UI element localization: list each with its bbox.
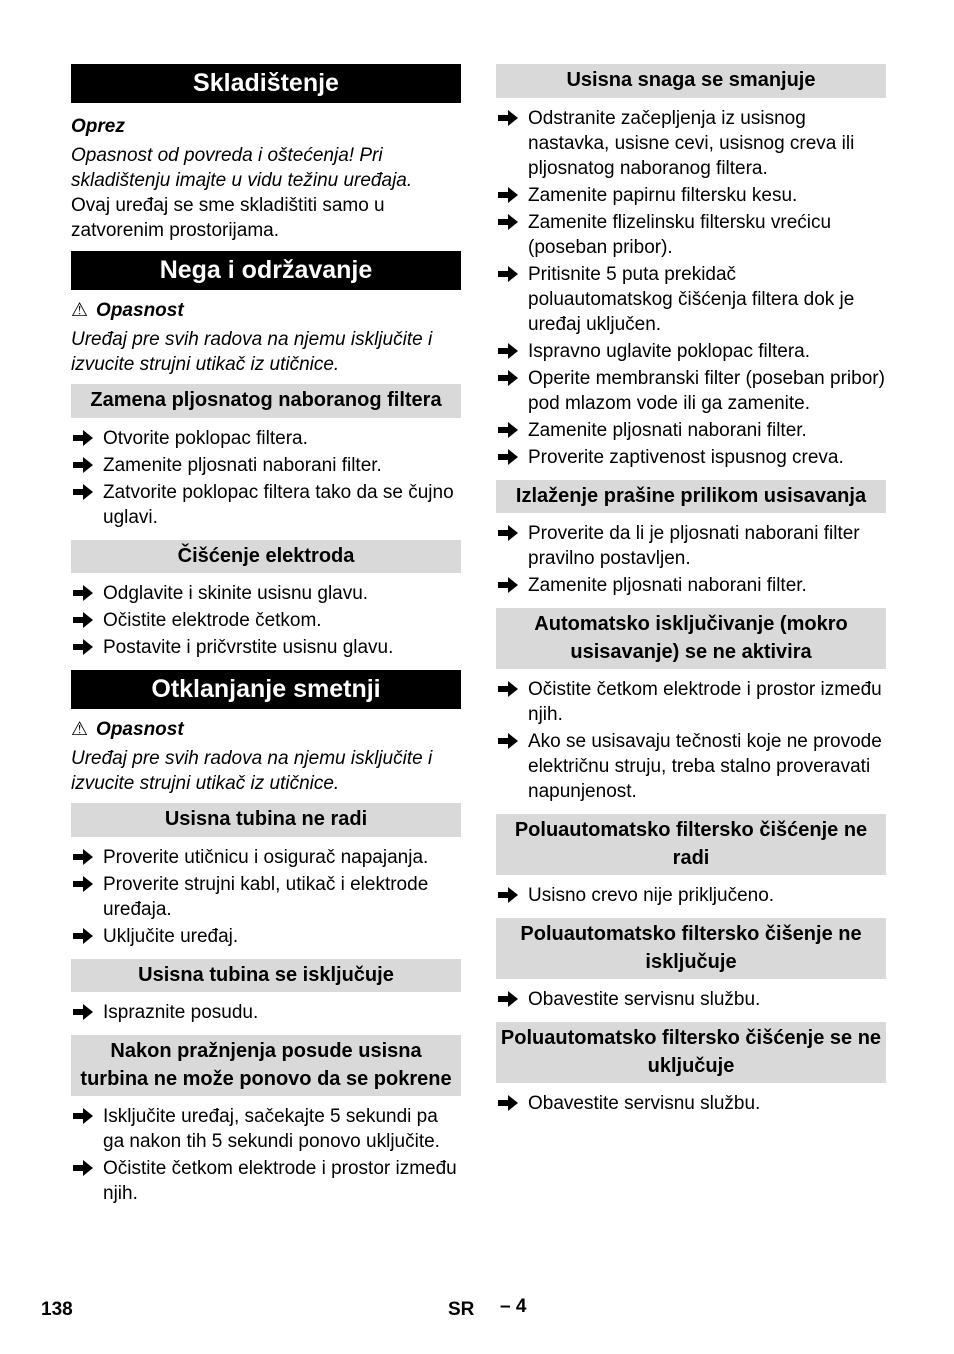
ne-radi-steps-list (71, 845, 461, 949)
arrow-right-icon (498, 677, 518, 702)
subsection-title-elektroda: Čišćenje elektroda (71, 540, 461, 574)
subsection-title-ne-radi: Usisna tubina ne radi (71, 803, 461, 837)
filter-steps-list (71, 426, 461, 530)
list-item: Zatvorite poklopac filtera tako da se čujno uglavi. (71, 480, 461, 530)
subsection-title-polu-ne-ukljucuje: Poluautomatsko filtersko čišćenje se ne uključuje (496, 1022, 886, 1083)
list-item: Operite membranski filter (poseban pribor) pod mlazom vode ili ga zamenite. (496, 366, 886, 416)
arrow-right-icon (498, 418, 518, 443)
polu-ne-iskljucuje-steps-list (496, 987, 886, 1012)
arrow-right-icon (73, 872, 93, 897)
warning-triangle-icon: ⚠ (71, 300, 89, 321)
polu-ne-radi-steps-list (496, 883, 886, 908)
arrow-right-icon (73, 581, 93, 606)
arrow-right-icon (498, 729, 518, 754)
danger-heading (71, 298, 461, 323)
arrow-right-icon (498, 106, 518, 131)
prasina-steps-list (496, 521, 886, 598)
arrow-right-icon (498, 445, 518, 470)
list-item: Očistite četkom elektrode i prostor između njih. (71, 1156, 461, 1206)
arrow-right-icon (73, 1104, 93, 1129)
arrow-right-icon (73, 453, 93, 478)
list-item: Očistite elektrode četkom. (71, 608, 461, 633)
arrow-right-icon (73, 635, 93, 660)
arrow-right-icon (498, 1091, 518, 1116)
danger-label: Opasnost (96, 719, 184, 740)
arrow-right-icon (73, 924, 93, 949)
arrow-right-icon (73, 480, 93, 505)
list-item: Ispraznite posudu. (71, 1000, 461, 1025)
caution-label: Oprez (71, 116, 125, 137)
list-item: Očistite četkom elektrode i prostor između njih. (496, 677, 886, 727)
subsection-title-filter: Zamena pljosnatog naboranog filtera (71, 384, 461, 418)
subsection-title-polu-ne-radi: Poluautomatsko filtersko čišćenje ne radi (496, 814, 886, 875)
subsection-title-prasina: Izlaženje prašine prilikom usisavanja (496, 480, 886, 514)
section-title-nega: Nega i održavanje (71, 251, 461, 290)
subsection-title-polu-ne-iskljucuje: Poluautomatsko filtersko čišenje ne isključuje (496, 918, 886, 979)
polu-ne-ukljucuje-steps-list (496, 1091, 886, 1116)
arrow-right-icon (498, 210, 518, 235)
arrow-right-icon (73, 608, 93, 633)
page-number: 138 (41, 1299, 73, 1320)
list-item: Obavestite servisnu službu. (496, 987, 886, 1012)
automatsko-steps-list (496, 677, 886, 804)
storage-text: Ovaj uređaj se sme skladištiti samo u zatvorenim prostorijama. (71, 195, 385, 241)
list-item: Zamenite pljosnati naborani filter. (496, 573, 886, 598)
arrow-right-icon (73, 845, 93, 870)
list-item: Proverite zaptivenost ispusnog creva. (496, 445, 886, 470)
arrow-right-icon (73, 1156, 93, 1181)
warning-triangle-icon: ⚠ (71, 719, 89, 740)
arrow-right-icon (498, 183, 518, 208)
danger-label: Opasnost (96, 300, 184, 321)
list-item: Zamenite flizelinsku filtersku vrećicu (poseban pribor). (496, 210, 886, 260)
section-title-smetnje: Otklanjanje smetnji (71, 670, 461, 709)
subsection-title-snaga: Usisna snaga se smanjuje (496, 64, 886, 98)
list-item: Ispravno uglavite poklopac filtera. (496, 339, 886, 364)
arrow-right-icon (498, 521, 518, 546)
list-item: Ako se usisavaju tečnosti koje ne provode električnu struju, treba stalno proveravati napunjenost. (496, 729, 886, 804)
list-item: Odglavite i skinite usisnu glavu. (71, 581, 461, 606)
list-item: Uključite uređaj. (71, 924, 461, 949)
list-item: Zamenite pljosnati naborani filter. (496, 418, 886, 443)
list-item: Otvorite poklopac filtera. (71, 426, 461, 451)
subsection-title-nakon: Nakon pražnjenja posude usisna turbina ne može ponovo da se pokrene (71, 1035, 461, 1096)
arrow-right-icon (498, 366, 518, 391)
list-item: Proverite da li je pljosnati naborani filter pravilno postavljen. (496, 521, 886, 571)
iskljucuje-steps-list (71, 1000, 461, 1025)
arrow-right-icon (498, 573, 518, 598)
language-code: SR (448, 1299, 475, 1320)
list-item: Pritisnite 5 puta prekidač poluautomatskog čišćenja filtera dok je uređaj uključen. (496, 262, 886, 337)
arrow-right-icon (498, 883, 518, 908)
list-item: Zamenite pljosnati naborani filter. (71, 453, 461, 478)
list-item: Odstranite začepljenja iz usisnog nastavka, usisne cevi, usisnog creva ili pljosnatog naboranog filtera. (496, 106, 886, 181)
list-item: Postavite i pričvrstite usisnu glavu. (71, 635, 461, 660)
list-item: Zamenite papirnu filtersku kesu. (496, 183, 886, 208)
section-number: – 4 (500, 1296, 527, 1317)
snaga-steps-list (496, 106, 886, 470)
right-column (496, 64, 886, 1118)
arrow-right-icon (73, 426, 93, 451)
danger-heading (71, 717, 461, 742)
section-title-skladistenje: Skladištenje (71, 64, 461, 103)
left-column (71, 64, 461, 1208)
list-item: Proverite strujni kabl, utikač i elektrode uređaja. (71, 872, 461, 922)
arrow-right-icon (498, 339, 518, 364)
arrow-right-icon (73, 1000, 93, 1025)
list-item: Usisno crevo nije priključeno. (496, 883, 886, 908)
list-item: Obavestite servisnu službu. (496, 1091, 886, 1116)
electrode-steps-list (71, 581, 461, 660)
arrow-right-icon (498, 262, 518, 287)
arrow-right-icon (498, 987, 518, 1012)
danger-text: Uređaj pre svih radova na njemu isključite i izvucite strujni utikač iz utičnice. (71, 748, 433, 794)
caution-text: Opasnost od povreda i oštećenja! Pri skladištenju imajte u vidu težinu uređaja. (71, 145, 413, 191)
list-item: Isključite uređaj, sačekajte 5 sekundi pa ga nakon tih 5 sekundi ponovo uključite. (71, 1104, 461, 1154)
subsection-title-iskljucuje: Usisna tubina se isključuje (71, 959, 461, 993)
nakon-steps-list (71, 1104, 461, 1206)
list-item: Proverite utičnicu i osigurač napajanja. (71, 845, 461, 870)
danger-text: Uređaj pre svih radova na njemu isključite i izvucite strujni utikač iz utičnice. (71, 329, 433, 375)
subsection-title-automatsko: Automatsko isključivanje (mokro usisavanje) se ne aktivira (496, 608, 886, 669)
